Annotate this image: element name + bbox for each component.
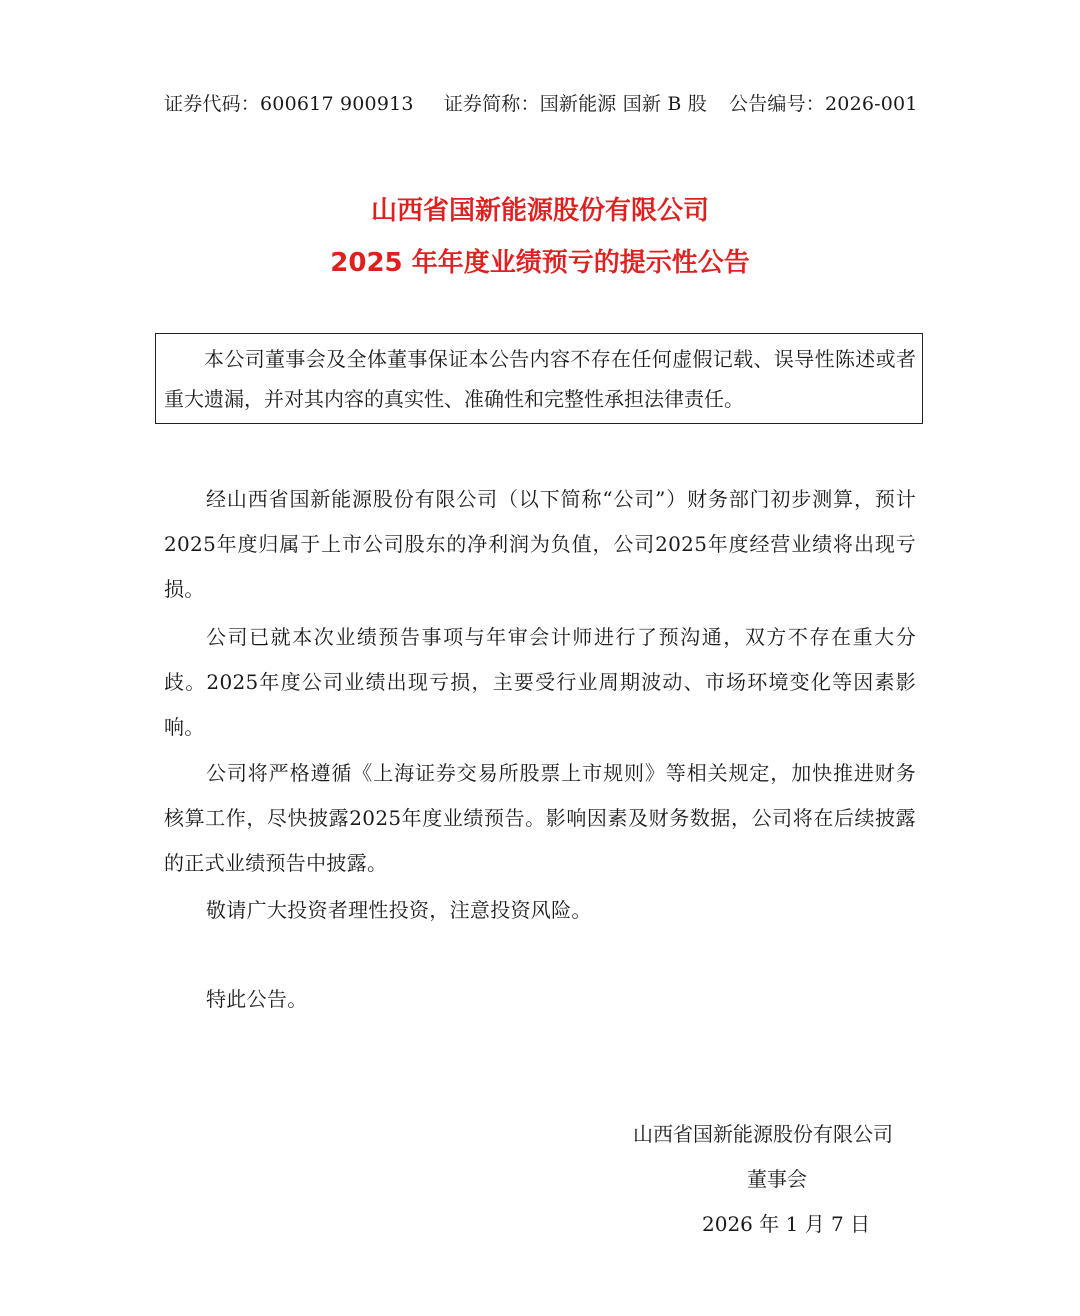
body-paragraph-2: 公司已就本次业绩预告事项与年审会计师进行了预沟通，双方不存在重大分歧。2025年度公司业绩出现亏损，主要受行业周期波动、市场环境变化等因素影响。 [164,625,916,739]
securities-code: 证券代码：600617 900913 [164,93,414,115]
securities-short-name: 证券简称：国新能源 国新 B 股 [443,93,707,115]
signature-board: 董事会 [747,1167,807,1191]
body-paragraph-3: 公司将严格遵循《上海证券交易所股票上市规则》等相关规定，加快推进财务核算工作，尽快披露2025年度业绩预告。影响因素及财务数据，公司将在后续披露的正式业绩预告中披露。 [164,761,916,875]
disclaimer-text: 本公司董事会及全体董事保证本公告内容不存在任何虚假记载、误导性陈述或者重大遗漏，并对其内容的真实性、准确性和完整性承担法律责任。 [164,347,916,411]
document-header [164,90,924,118]
closing-statement: 特此公告。 [206,987,308,1011]
company-title: 山西省国新能源股份有限公司 [370,196,709,226]
announcement-number: 公告编号：2026-001 [729,93,918,115]
body-paragraph-4: 敬请广大投资者理性投资，注意投资风险。 [206,898,592,922]
signature-company: 山西省国新能源股份有限公司 [633,1122,893,1146]
disclaimer-box [155,333,923,424]
signature-date: 2026 年 1 月 7 日 [702,1212,871,1236]
body-paragraph-1: 经山西省国新能源股份有限公司（以下简称“公司”）财务部门初步测算，预计2025年度归属于上市公司股东的净利润为负值，公司2025年度经营业绩将出现亏损。 [164,487,916,601]
announcement-title: 2025 年年度业绩预亏的提示性公告 [330,248,750,278]
